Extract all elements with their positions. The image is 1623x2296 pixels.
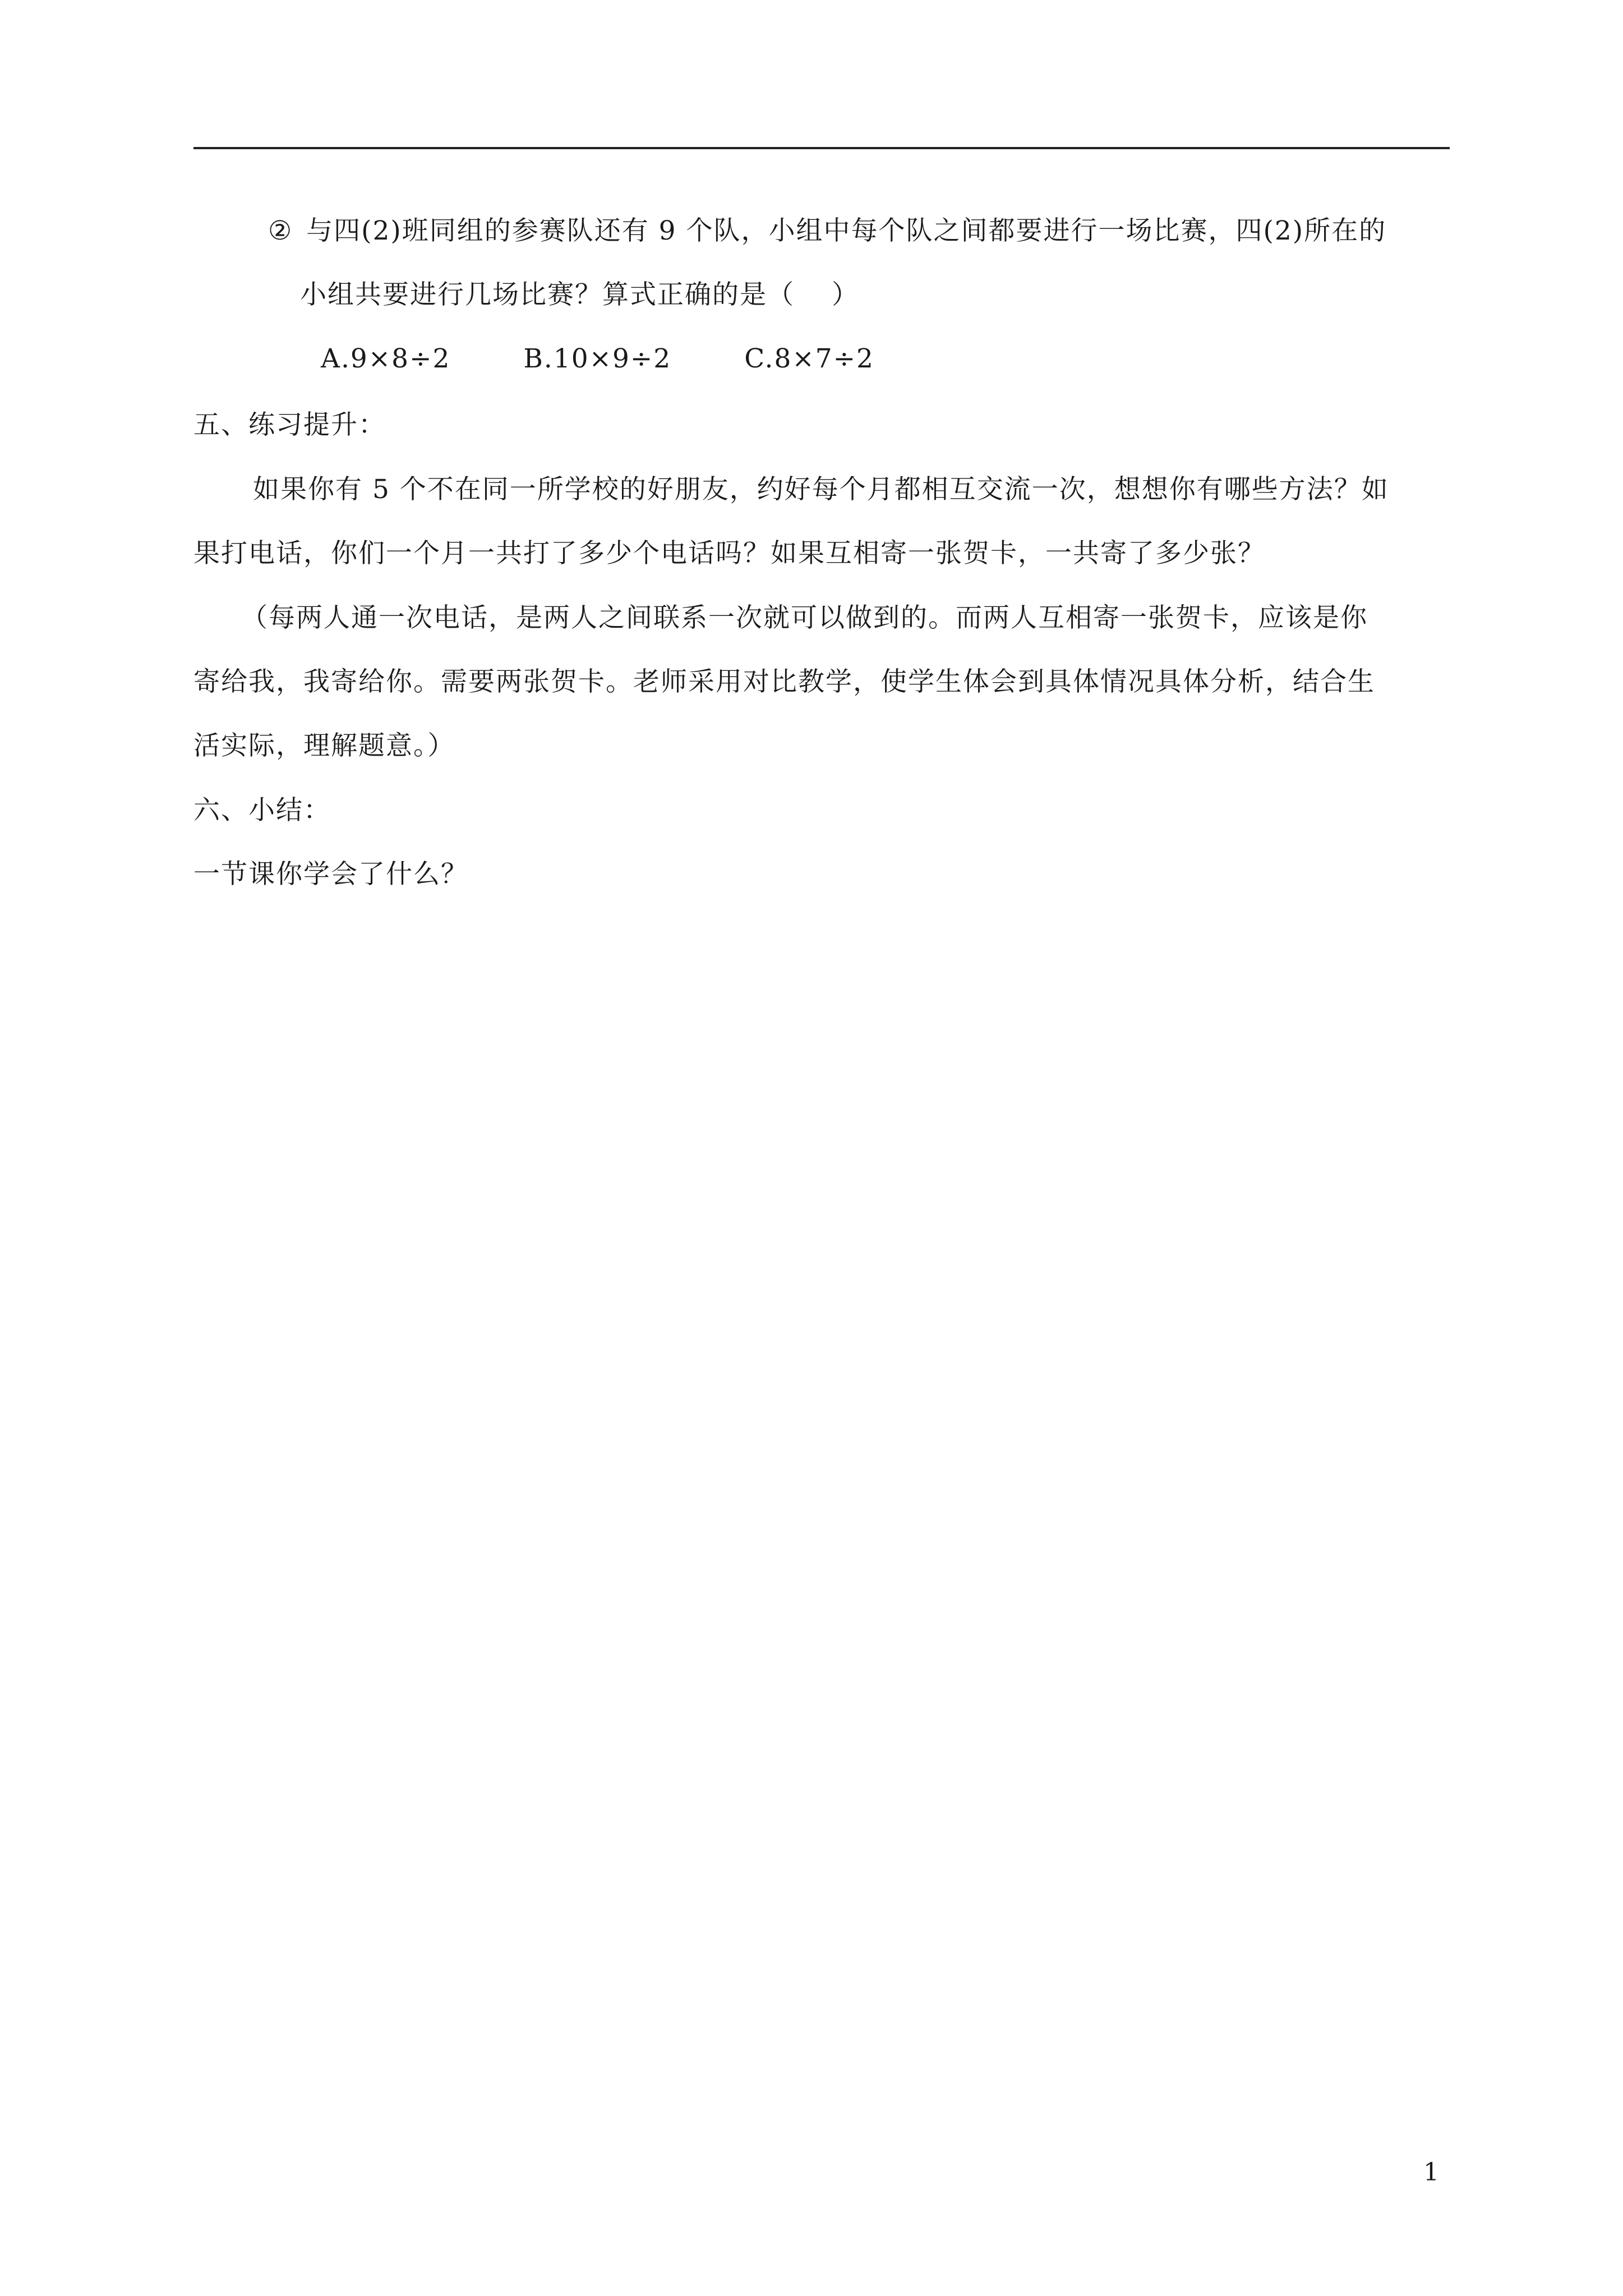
section-5-para-2-line-1: （每两人通一次电话，是两人之间联系一次就可以做到的。而两人互相寄一张贺卡，应该是你 [241, 602, 1368, 633]
question-options [321, 342, 947, 376]
section-6-text: 一节课你学会了什么？ [193, 859, 468, 890]
option-b: B.10×9÷2 [523, 343, 672, 374]
option-c: C.8×7÷2 [744, 343, 874, 374]
question-line-2: 小组共要进行几场比赛？算式正确的是（ ） [300, 279, 859, 310]
section-6-heading: 六、小结： [193, 795, 331, 826]
section-5-para-2-line-3: 活实际，理解题意。） [193, 730, 455, 761]
section-5-heading: 五、练习提升： [193, 409, 386, 440]
section-5-para-1-line-1: 如果你有 5 个不在同一所学校的好朋友，约好每个月都相互交流一次，想想你有哪些方法？如 [253, 474, 1389, 505]
page-number: 1 [1423, 2158, 1439, 2187]
section-5-para-1-line-2: 果打电话，你们一个月一共打了多少个电话吗？如果互相寄一张贺卡，一共寄了多少张？ [193, 538, 1265, 569]
header-rule [193, 147, 1450, 149]
option-a: A.9×8÷2 [321, 343, 451, 374]
question-line-1 [268, 214, 1386, 248]
question-number: ② [268, 215, 293, 246]
section-5-para-2-line-2: 寄给我，我寄给你。需要两张贺卡。老师采用对比教学，使学生体会到具体情况具体分析，结合生 [193, 666, 1375, 697]
question-text-1: 与四(2)班同组的参赛队还有 9 个队，小组中每个队之间都要进行一场比赛，四(2)所在的 [306, 215, 1387, 246]
